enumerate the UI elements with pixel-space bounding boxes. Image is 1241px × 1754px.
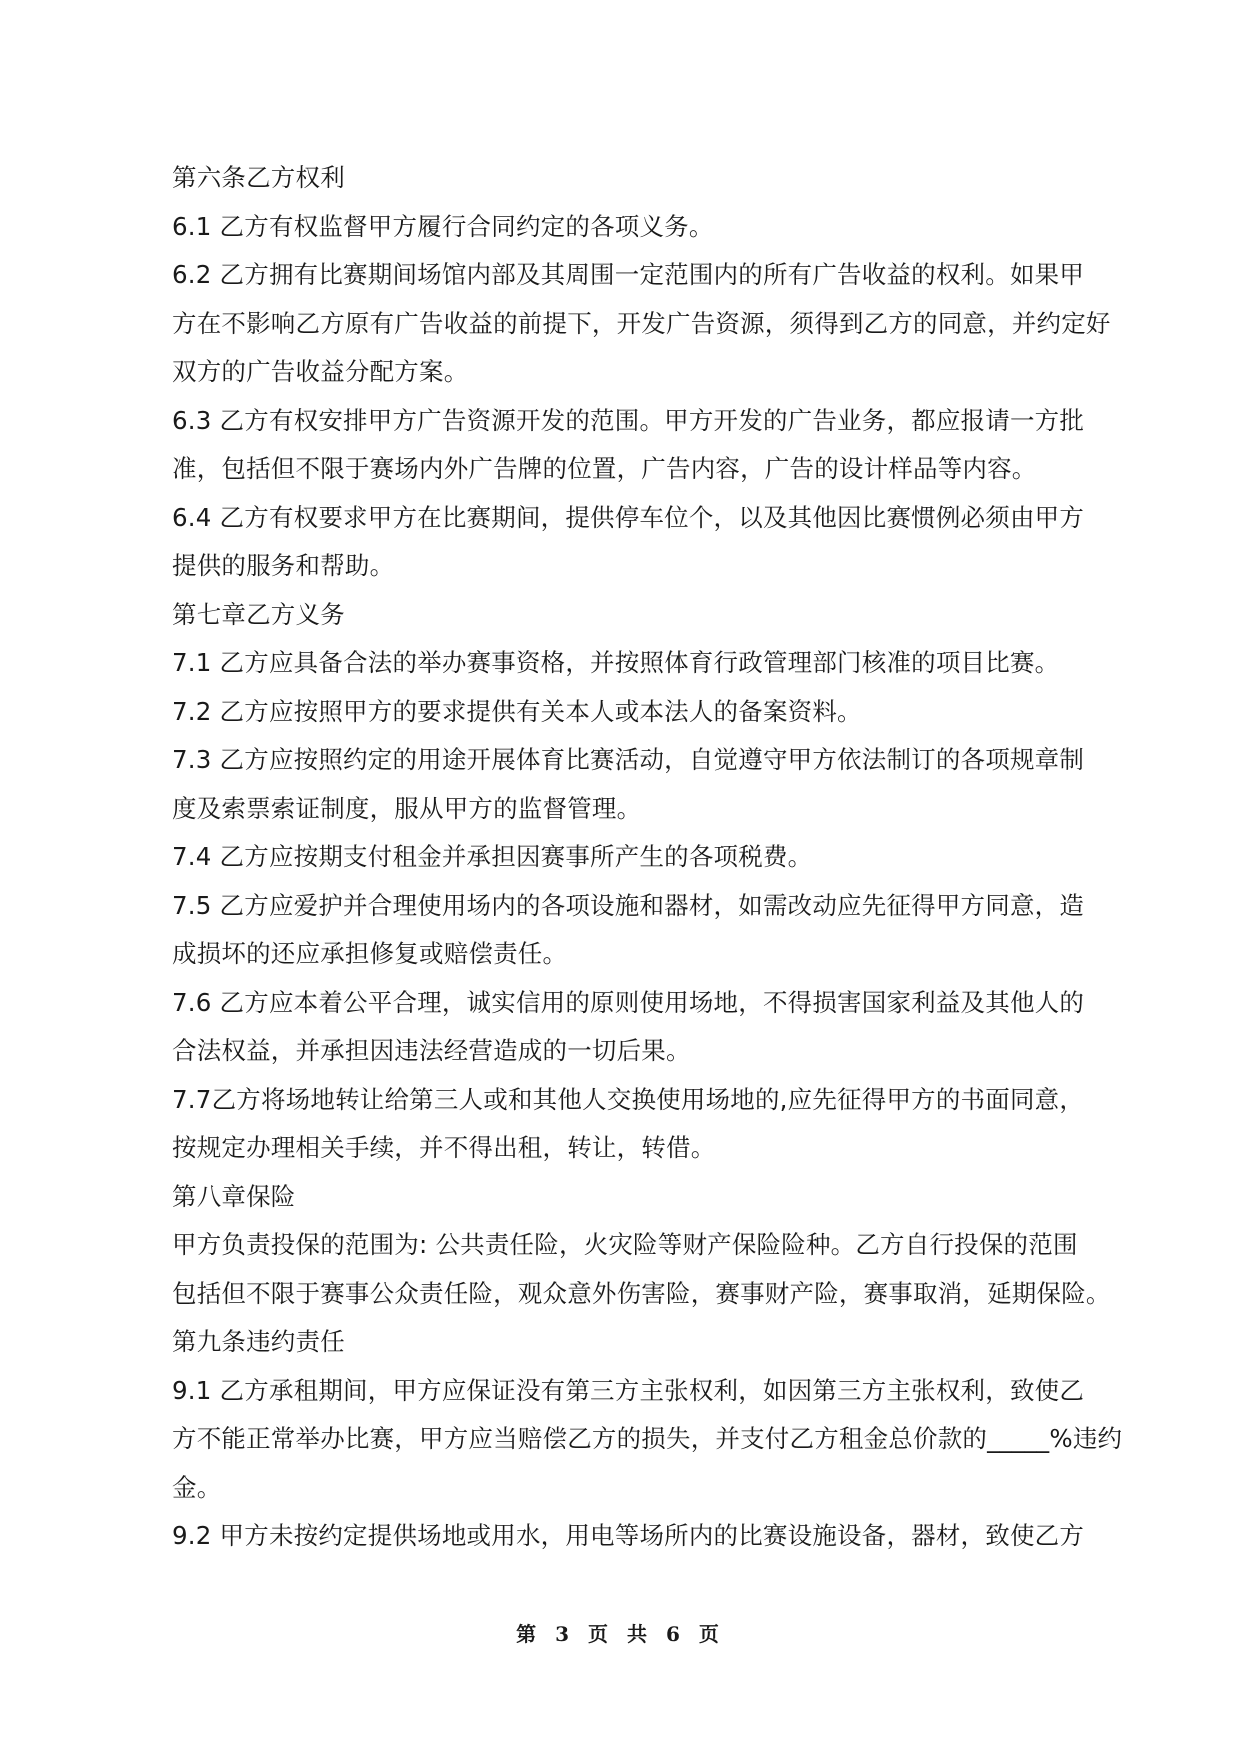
clause-6-3-line-2: 准，包括但不限于赛场内外广告牌的位置，广告内容，广告的设计样品等内容。 <box>172 454 1037 483</box>
clause-6-3-line-1: 6.3 乙方有权安排甲方广告资源开发的范围。甲方开发的广告业务，都应报请一方批 <box>172 405 1085 435</box>
clause-7-5-line-2: 成损坏的还应承担修复或赔偿责任。 <box>172 939 568 968</box>
clause-6-2-line-2: 方在不影响乙方原有广告收益的前提下，开发广告资源，须得到乙方的同意，并约定好 <box>172 308 1111 338</box>
clause-6-4-line-2: 提供的服务和帮助。 <box>172 551 395 580</box>
clause-7-3-line-1: 7.3 乙方应按照约定的用途开展体育比赛活动，自觉遵守甲方依法制订的各项规章制 <box>172 745 1085 774</box>
clause-6-1: 6.1 乙方有权监督甲方履行合同约定的各项义务。 <box>172 211 714 241</box>
insurance-paragraph-line-1: 甲方负责投保的范围为: 公共责任险，火灾险等财产保险险种。乙方自行投保的范围 <box>172 1230 1078 1259</box>
document-body <box>172 154 1123 1561</box>
clause-7-7-line-2: 按规定办理相关手续，并不得出租，转让，转借。 <box>172 1133 716 1162</box>
clause-9-1-line-1: 9.1 乙方承租期间，甲方应保证没有第三方主张权利，如因第三方主张权利，致使乙 <box>172 1375 1085 1405</box>
clause-9-1-line-2: 方不能正常举办比赛，甲方应当赔偿乙方的损失，并支付乙方租金总价款的_____%违约 <box>172 1424 1123 1453</box>
clause-7-7-line-1: 7.7乙方将场地转让给第三人或和其他人交换使用场地的,应先征得甲方的书面同意， <box>172 1084 1085 1114</box>
clause-9-1-line-3: 金。 <box>172 1472 222 1502</box>
clause-7-2: 7.2 乙方应按照甲方的要求提供有关本人或本法人的备案资料。 <box>172 696 862 726</box>
clause-7-6-line-2: 合法权益，并承担因违法经营造成的一切后果。 <box>172 1036 691 1065</box>
section-heading-article-6: 第六条乙方权利 <box>172 163 345 192</box>
clause-9-2-line-1: 9.2 甲方未按约定提供场地或用水，用电等场所内的比赛设施设备，器材，致使乙方 <box>172 1521 1085 1550</box>
clause-7-4: 7.4 乙方应按期支付租金并承担因赛事所产生的各项税费。 <box>172 842 813 871</box>
page-number-footer: 第 3 页 共 6 页 <box>516 1622 725 1646</box>
clause-6-2-line-1: 6.2 乙方拥有比赛期间场馆内部及其周围一定范围内的所有广告收益的权利。如果甲 <box>172 260 1085 289</box>
insurance-paragraph-line-2: 包括但不限于赛事公众责任险，观众意外伤害险，赛事财产险，赛事取消，延期保险。 <box>172 1278 1111 1308</box>
clause-7-1: 7.1 乙方应具备合法的举办赛事资格，并按照体育行政管理部门核准的项目比赛。 <box>172 648 1060 677</box>
section-heading-article-9: 第九条违约责任 <box>172 1327 345 1356</box>
clause-7-5-line-1: 7.5 乙方应爱护并合理使用场内的各项设施和器材，如需改动应先征得甲方同意，造 <box>172 890 1085 920</box>
clause-6-4-line-1: 6.4 乙方有权要求甲方在比赛期间，提供停车位个，以及其他因比赛惯例必须由甲方 <box>172 502 1085 532</box>
clause-7-6-line-1: 7.6 乙方应本着公平合理，诚实信用的原则使用场地，不得损害国家利益及其他人的 <box>172 987 1085 1017</box>
section-heading-chapter-8: 第八章保险 <box>172 1181 296 1211</box>
clause-6-2-line-3: 双方的广告收益分配方案。 <box>172 357 469 386</box>
clause-7-3-line-2: 度及索票索证制度，服从甲方的监督管理。 <box>172 793 642 823</box>
section-heading-chapter-7: 第七章乙方义务 <box>172 599 345 629</box>
